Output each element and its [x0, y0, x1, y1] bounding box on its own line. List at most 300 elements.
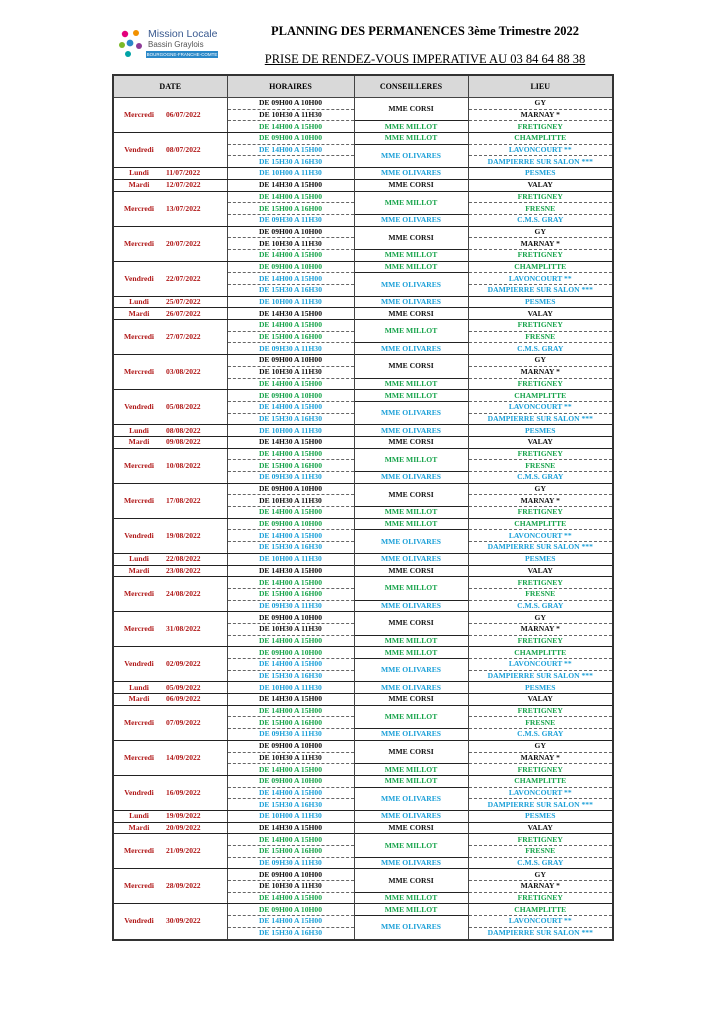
- date-cell: [113, 565, 227, 577]
- counselor: MME OLIVARES: [354, 296, 468, 308]
- counselor: MME MILLOT: [354, 705, 468, 728]
- location: FRESNE: [468, 846, 613, 858]
- weekday: Vendredi: [124, 402, 154, 412]
- time-slot: DE 15H30 A 16H30: [227, 799, 354, 811]
- location: LAVONCOURT **: [468, 787, 613, 799]
- time-slot: DE 14H30 A 15H00: [227, 179, 354, 191]
- location: GY: [468, 869, 613, 881]
- counselor: MME OLIVARES: [354, 343, 468, 355]
- date: 30/09/2022: [166, 916, 201, 926]
- date: 05/09/2022: [166, 682, 201, 692]
- table-row: [113, 261, 613, 273]
- counselor: MME CORSI: [354, 822, 468, 834]
- location: MARNAY *: [468, 495, 613, 507]
- counselor: MME OLIVARES: [354, 425, 468, 437]
- counselor: MME OLIVARES: [354, 472, 468, 484]
- counselor: MME MILLOT: [354, 518, 468, 530]
- date: 07/09/2022: [166, 717, 201, 727]
- time-slot: DE 15H00 A 16H00: [227, 460, 354, 472]
- counselor: MME MILLOT: [354, 320, 468, 343]
- table-row: [113, 775, 613, 787]
- date: 06/07/2022: [166, 110, 201, 120]
- weekday: Mercredi: [123, 624, 155, 634]
- time-slot: DE 14H00 A 15H00: [227, 401, 354, 413]
- location: CHAMPLITTE: [468, 261, 613, 273]
- time-slot: DE 14H00 A 15H00: [227, 787, 354, 799]
- location: DAMPIERRE SUR SALON ***: [468, 542, 613, 554]
- date: 20/09/2022: [166, 822, 201, 832]
- location: FRESNE: [468, 331, 613, 343]
- location: C.M.S. GRAY: [468, 600, 613, 612]
- counselor: MME MILLOT: [354, 647, 468, 659]
- date: 06/09/2022: [166, 694, 201, 704]
- location: LAVONCOURT **: [468, 401, 613, 413]
- time-slot: DE 15H30 A 16H30: [227, 542, 354, 554]
- date-cell: [113, 355, 227, 390]
- time-slot: DE 09H00 A 10H00: [227, 390, 354, 402]
- table-row: [113, 822, 613, 834]
- date-cell: [113, 390, 227, 425]
- counselor: MME MILLOT: [354, 775, 468, 787]
- weekday: Mercredi: [123, 110, 155, 120]
- date: 19/08/2022: [166, 530, 201, 540]
- logo-region-band: BOURGOGNE-FRANCHE-COMTE: [146, 52, 218, 57]
- time-slot: DE 14H00 A 15H00: [227, 121, 354, 133]
- counselor: MME OLIVARES: [354, 787, 468, 810]
- location: MARNAY *: [468, 752, 613, 764]
- time-slot: DE 14H00 A 15H00: [227, 378, 354, 390]
- time-slot: DE 09H30 A 11H30: [227, 343, 354, 355]
- table-row: [113, 904, 613, 916]
- time-slot: DE 15H30 A 16H30: [227, 413, 354, 425]
- time-slot: DE 15H00 A 16H00: [227, 331, 354, 343]
- location: GY: [468, 740, 613, 752]
- time-slot: DE 10H30 A 11H30: [227, 109, 354, 121]
- date: 14/09/2022: [166, 752, 201, 762]
- counselor: MME MILLOT: [354, 378, 468, 390]
- weekday: Mercredi: [123, 238, 155, 248]
- location: CHAMPLITTE: [468, 775, 613, 787]
- date-cell: [113, 98, 227, 133]
- location: CHAMPLITTE: [468, 647, 613, 659]
- counselor: MME CORSI: [354, 355, 468, 378]
- time-slot: DE 09H00 A 10H00: [227, 98, 354, 110]
- table-row: [113, 553, 613, 565]
- location: FRETIGNEY: [468, 448, 613, 460]
- time-slot: DE 09H00 A 10H00: [227, 869, 354, 881]
- time-slot: DE 10H30 A 11H30: [227, 366, 354, 378]
- counselor: MME CORSI: [354, 226, 468, 249]
- date-cell: [113, 869, 227, 904]
- weekday: Mercredi: [123, 460, 155, 470]
- date-cell: [113, 191, 227, 226]
- date: 16/09/2022: [166, 787, 201, 797]
- time-slot: DE 14H00 A 15H00: [227, 916, 354, 928]
- table-header-row: [113, 75, 613, 98]
- date-cell: [113, 577, 227, 612]
- table-row: [113, 694, 613, 706]
- date-cell: [113, 320, 227, 355]
- date-cell: [113, 775, 227, 810]
- time-slot: DE 09H00 A 10H00: [227, 647, 354, 659]
- location: VALAY: [468, 565, 613, 577]
- time-slot: DE 10H30 A 11H30: [227, 495, 354, 507]
- weekday: Vendredi: [124, 659, 154, 669]
- location: MARNAY *: [468, 109, 613, 121]
- location: DAMPIERRE SUR SALON ***: [468, 156, 613, 168]
- location: FRESNE: [468, 717, 613, 729]
- weekday: Mardi: [128, 437, 150, 447]
- location: GY: [468, 612, 613, 624]
- table-row: [113, 518, 613, 530]
- table-row: [113, 612, 613, 624]
- counselor: MME MILLOT: [354, 448, 468, 471]
- time-slot: DE 10H00 A 11H30: [227, 425, 354, 437]
- location: VALAY: [468, 694, 613, 706]
- date: 21/09/2022: [166, 846, 201, 856]
- location: FRESNE: [468, 460, 613, 472]
- counselor: MME MILLOT: [354, 834, 468, 857]
- table-row: [113, 436, 613, 448]
- location: MARNAY *: [468, 366, 613, 378]
- date-cell: [113, 133, 227, 168]
- table-row: [113, 869, 613, 881]
- weekday: Vendredi: [124, 273, 154, 283]
- date: 27/07/2022: [166, 332, 201, 342]
- counselor: MME OLIVARES: [354, 214, 468, 226]
- counselor: MME MILLOT: [354, 892, 468, 904]
- date: 22/08/2022: [166, 554, 201, 564]
- table-row: [113, 308, 613, 320]
- table-row: [113, 834, 613, 846]
- date-cell: [113, 226, 227, 261]
- time-slot: DE 10H00 A 11H30: [227, 296, 354, 308]
- counselor: MME MILLOT: [354, 133, 468, 145]
- counselor: MME MILLOT: [354, 191, 468, 214]
- weekday: Lundi: [129, 297, 149, 307]
- table-row: [113, 647, 613, 659]
- column-header-horaires: HORAIRES: [227, 75, 354, 98]
- weekday: Lundi: [129, 425, 149, 435]
- weekday: Lundi: [129, 682, 149, 692]
- location: FRETIGNEY: [468, 320, 613, 332]
- time-slot: DE 14H00 A 15H00: [227, 507, 354, 519]
- time-slot: DE 14H30 A 15H00: [227, 822, 354, 834]
- date-cell: [113, 448, 227, 483]
- time-slot: DE 15H00 A 16H00: [227, 203, 354, 215]
- location: VALAY: [468, 436, 613, 448]
- date: 08/08/2022: [166, 425, 201, 435]
- date-cell: [113, 179, 227, 191]
- table-row: [113, 226, 613, 238]
- counselor: MME MILLOT: [354, 249, 468, 261]
- time-slot: DE 09H00 A 10H00: [227, 226, 354, 238]
- date-cell: [113, 647, 227, 682]
- date-cell: [113, 518, 227, 553]
- time-slot: DE 15H30 A 16H30: [227, 285, 354, 297]
- schedule-body: [113, 98, 613, 940]
- date: 13/07/2022: [166, 203, 201, 213]
- time-slot: DE 14H00 A 15H00: [227, 705, 354, 717]
- logo-people-icon: [116, 26, 146, 62]
- table-row: [113, 191, 613, 203]
- table-row: [113, 740, 613, 752]
- date-cell: [113, 810, 227, 822]
- weekday: Mercredi: [123, 495, 155, 505]
- counselor: MME MILLOT: [354, 390, 468, 402]
- time-slot: DE 09H00 A 10H00: [227, 355, 354, 367]
- weekday: Mardi: [128, 180, 150, 190]
- weekday: Mercredi: [123, 717, 155, 727]
- time-slot: DE 14H00 A 15H00: [227, 577, 354, 589]
- counselor: MME MILLOT: [354, 577, 468, 600]
- column-header-date: DATE: [113, 75, 227, 98]
- counselor: MME OLIVARES: [354, 682, 468, 694]
- counselor: MME MILLOT: [354, 121, 468, 133]
- date-cell: [113, 483, 227, 518]
- table-row: [113, 320, 613, 332]
- counselor: MME OLIVARES: [354, 144, 468, 167]
- date: 22/07/2022: [166, 273, 201, 283]
- weekday: Mardi: [128, 694, 150, 704]
- counselor: MME OLIVARES: [354, 916, 468, 940]
- table-row: [113, 577, 613, 589]
- location: FRETIGNEY: [468, 378, 613, 390]
- time-slot: DE 10H00 A 11H30: [227, 553, 354, 565]
- location: FRESNE: [468, 588, 613, 600]
- date: 08/07/2022: [166, 145, 201, 155]
- location: CHAMPLITTE: [468, 133, 613, 145]
- table-row: [113, 168, 613, 180]
- counselor: MME OLIVARES: [354, 401, 468, 424]
- counselor: MME CORSI: [354, 179, 468, 191]
- table-row: [113, 565, 613, 577]
- date-cell: [113, 553, 227, 565]
- table-row: [113, 705, 613, 717]
- table-row: [113, 296, 613, 308]
- location: LAVONCOURT **: [468, 144, 613, 156]
- weekday: Mercredi: [123, 367, 155, 377]
- location: C.M.S. GRAY: [468, 214, 613, 226]
- location: LAVONCOURT **: [468, 530, 613, 542]
- counselor: MME OLIVARES: [354, 600, 468, 612]
- appointment-notice: PRISE DE RENDEZ-VOUS IMPERATIVE AU 03 84 64 88 38: [264, 52, 586, 66]
- time-slot: DE 09H00 A 10H00: [227, 740, 354, 752]
- location: MARNAY *: [468, 881, 613, 893]
- date: 19/09/2022: [166, 811, 201, 821]
- location: FRESNE: [468, 203, 613, 215]
- time-slot: DE 14H00 A 15H00: [227, 320, 354, 332]
- date: 12/07/2022: [166, 180, 201, 190]
- date-cell: [113, 296, 227, 308]
- location: LAVONCOURT **: [468, 273, 613, 285]
- location: PESMES: [468, 553, 613, 565]
- counselor: MME MILLOT: [354, 904, 468, 916]
- location: PESMES: [468, 682, 613, 694]
- time-slot: DE 15H00 A 16H00: [227, 717, 354, 729]
- time-slot: DE 14H00 A 15H00: [227, 191, 354, 203]
- date-cell: [113, 682, 227, 694]
- time-slot: DE 14H30 A 15H00: [227, 565, 354, 577]
- location: VALAY: [468, 822, 613, 834]
- location: FRETIGNEY: [468, 834, 613, 846]
- location: VALAY: [468, 308, 613, 320]
- date-cell: [113, 822, 227, 834]
- location: GY: [468, 98, 613, 110]
- table-row: [113, 179, 613, 191]
- location: VALAY: [468, 179, 613, 191]
- weekday: Lundi: [129, 554, 149, 564]
- counselor: MME OLIVARES: [354, 530, 468, 553]
- time-slot: DE 09H00 A 10H00: [227, 133, 354, 145]
- weekday: Vendredi: [124, 916, 154, 926]
- time-slot: DE 10H00 A 11H30: [227, 168, 354, 180]
- date-cell: [113, 834, 227, 869]
- counselor: MME CORSI: [354, 565, 468, 577]
- time-slot: DE 10H30 A 11H30: [227, 881, 354, 893]
- counselor: MME CORSI: [354, 483, 468, 506]
- time-slot: DE 15H30 A 16H30: [227, 156, 354, 168]
- counselor: MME MILLOT: [354, 635, 468, 647]
- time-slot: DE 09H30 A 11H30: [227, 729, 354, 741]
- time-slot: DE 14H00 A 15H00: [227, 834, 354, 846]
- time-slot: DE 14H00 A 15H00: [227, 144, 354, 156]
- date-cell: [113, 705, 227, 740]
- table-row: [113, 98, 613, 110]
- table-row: [113, 448, 613, 460]
- table-row: [113, 483, 613, 495]
- location: MARNAY *: [468, 623, 613, 635]
- time-slot: DE 09H00 A 10H00: [227, 483, 354, 495]
- weekday: Vendredi: [124, 530, 154, 540]
- time-slot: DE 15H00 A 16H00: [227, 846, 354, 858]
- table-row: [113, 133, 613, 145]
- counselor: MME CORSI: [354, 612, 468, 635]
- date-cell: [113, 612, 227, 647]
- location: DAMPIERRE SUR SALON ***: [468, 285, 613, 297]
- time-slot: DE 14H00 A 15H00: [227, 448, 354, 460]
- weekday: Mardi: [128, 308, 150, 318]
- date: 25/07/2022: [166, 297, 201, 307]
- location: PESMES: [468, 425, 613, 437]
- date: 05/08/2022: [166, 402, 201, 412]
- time-slot: DE 14H00 A 15H00: [227, 273, 354, 285]
- location: GY: [468, 226, 613, 238]
- table-row: [113, 682, 613, 694]
- time-slot: DE 09H00 A 10H00: [227, 612, 354, 624]
- time-slot: DE 14H00 A 15H00: [227, 659, 354, 671]
- location: PESMES: [468, 168, 613, 180]
- location: MARNAY *: [468, 238, 613, 250]
- date: 17/08/2022: [166, 495, 201, 505]
- page-title: PLANNING DES PERMANENCES 3ème Trimestre 2022: [271, 24, 579, 38]
- location: FRETIGNEY: [468, 764, 613, 776]
- date-cell: [113, 425, 227, 437]
- date: 09/08/2022: [166, 437, 201, 447]
- weekday: Mercredi: [123, 846, 155, 856]
- date: 20/07/2022: [166, 238, 201, 248]
- time-slot: DE 14H30 A 15H00: [227, 694, 354, 706]
- column-header-conseilleres: CONSEILLERES: [354, 75, 468, 98]
- date-cell: [113, 308, 227, 320]
- location: PESMES: [468, 810, 613, 822]
- location: FRETIGNEY: [468, 705, 613, 717]
- date-cell: [113, 436, 227, 448]
- counselor: MME CORSI: [354, 869, 468, 892]
- counselor: MME OLIVARES: [354, 553, 468, 565]
- date-cell: [113, 168, 227, 180]
- time-slot: DE 09H00 A 10H00: [227, 261, 354, 273]
- location: C.M.S. GRAY: [468, 343, 613, 355]
- location: C.M.S. GRAY: [468, 729, 613, 741]
- time-slot: DE 10H00 A 11H30: [227, 682, 354, 694]
- counselor: MME OLIVARES: [354, 857, 468, 869]
- location: PESMES: [468, 296, 613, 308]
- table-row: [113, 390, 613, 402]
- time-slot: DE 15H30 A 16H30: [227, 670, 354, 682]
- time-slot: DE 15H00 A 16H00: [227, 588, 354, 600]
- location: CHAMPLITTE: [468, 904, 613, 916]
- logo-title: Mission Locale: [148, 28, 218, 40]
- table-row: [113, 810, 613, 822]
- date: 23/08/2022: [166, 565, 201, 575]
- location: GY: [468, 483, 613, 495]
- date: 03/08/2022: [166, 367, 201, 377]
- weekday: Mercredi: [123, 881, 155, 891]
- time-slot: DE 15H30 A 16H30: [227, 927, 354, 939]
- location: FRETIGNEY: [468, 635, 613, 647]
- time-slot: DE 14H00 A 15H00: [227, 764, 354, 776]
- table-row: [113, 425, 613, 437]
- counselor: MME OLIVARES: [354, 729, 468, 741]
- location: CHAMPLITTE: [468, 518, 613, 530]
- location: C.M.S. GRAY: [468, 857, 613, 869]
- counselor: MME CORSI: [354, 308, 468, 320]
- date: 24/08/2022: [166, 589, 201, 599]
- location: FRETIGNEY: [468, 507, 613, 519]
- counselor: MME MILLOT: [354, 507, 468, 519]
- date-cell: [113, 261, 227, 296]
- counselor: MME MILLOT: [354, 261, 468, 273]
- weekday: Mercredi: [123, 589, 155, 599]
- location: LAVONCOURT **: [468, 916, 613, 928]
- location: DAMPIERRE SUR SALON ***: [468, 799, 613, 811]
- location: GY: [468, 355, 613, 367]
- weekday: Lundi: [129, 811, 149, 821]
- location: DAMPIERRE SUR SALON ***: [468, 670, 613, 682]
- time-slot: DE 14H30 A 15H00: [227, 308, 354, 320]
- date: 02/09/2022: [166, 659, 201, 669]
- time-slot: DE 09H00 A 10H00: [227, 904, 354, 916]
- weekday: Mardi: [128, 565, 150, 575]
- time-slot: DE 14H00 A 15H00: [227, 635, 354, 647]
- time-slot: DE 09H30 A 11H30: [227, 214, 354, 226]
- date: 31/08/2022: [166, 624, 201, 634]
- date: 28/09/2022: [166, 881, 201, 891]
- time-slot: DE 14H00 A 15H00: [227, 249, 354, 261]
- time-slot: DE 14H30 A 15H00: [227, 436, 354, 448]
- time-slot: DE 09H30 A 11H30: [227, 472, 354, 484]
- location: LAVONCOURT **: [468, 659, 613, 671]
- weekday: Mercredi: [123, 752, 155, 762]
- date-cell: [113, 904, 227, 940]
- time-slot: DE 09H00 A 10H00: [227, 518, 354, 530]
- table-row: [113, 355, 613, 367]
- counselor: MME OLIVARES: [354, 659, 468, 682]
- date-cell: [113, 740, 227, 775]
- weekday: Mardi: [128, 822, 150, 832]
- counselor: MME OLIVARES: [354, 273, 468, 296]
